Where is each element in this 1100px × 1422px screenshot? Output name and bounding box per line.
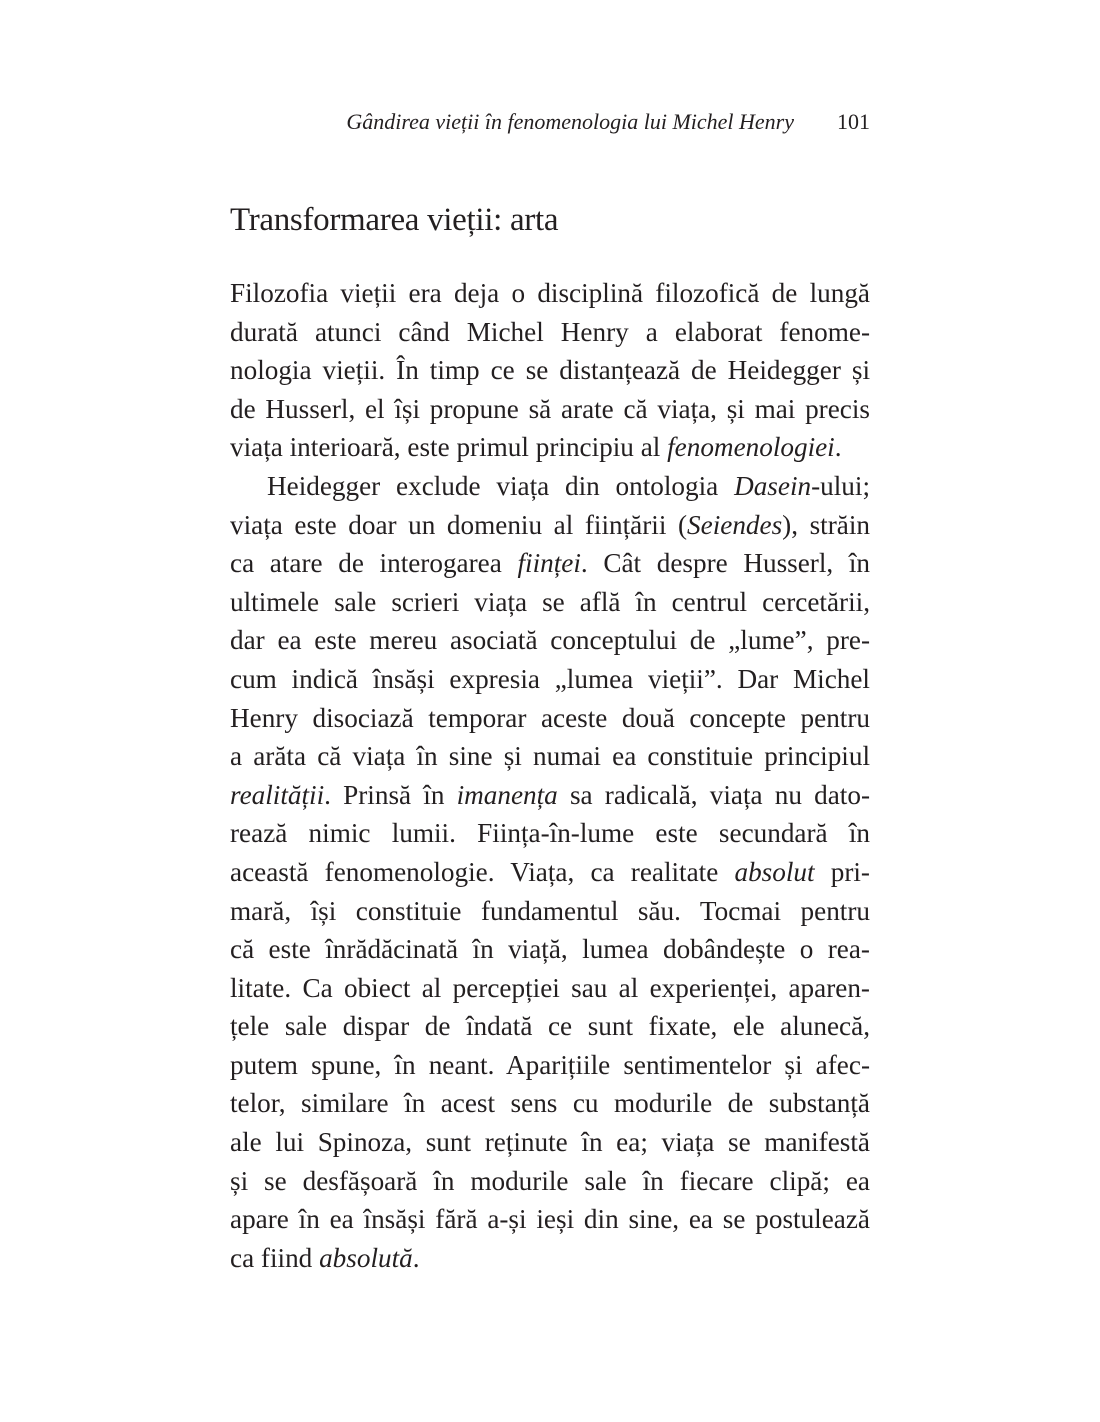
page-number: 101 <box>837 109 870 134</box>
text-segment: nologia vieții. În timp ce se distanțează de Heidegger și <box>230 355 870 386</box>
italic-term: imanența <box>456 779 558 810</box>
text-line <box>230 1084 870 1123</box>
italic-term: Seiendes <box>687 509 783 540</box>
text-line <box>230 1007 870 1046</box>
text-segment: dar ea este mereu asociată conceptului de „lume”, pre- <box>230 625 870 656</box>
text-segment: . <box>412 1242 420 1273</box>
running-head-title: Gândirea vieții în fenomenologia lui Michel Henry <box>346 109 794 134</box>
italic-term: realității <box>230 779 325 810</box>
text-line <box>230 853 870 892</box>
text-segment: Heidegger exclude viața din ontologia <box>267 470 735 501</box>
text-line <box>230 930 870 969</box>
text-line <box>230 390 870 429</box>
text-line <box>230 621 870 660</box>
text-segment: cum indică însăși expresia „lumea vieții”. Dar Michel <box>230 663 870 694</box>
text-segment: ultimele sale scrieri viața se află în centrul cercetării, <box>230 586 870 617</box>
text-segment: ca fiind <box>230 1242 320 1273</box>
text-segment: pri- <box>814 856 870 887</box>
text-segment: litate. Ca obiect al percepției sau al experienței, aparen- <box>230 972 870 1003</box>
text-line <box>230 583 870 622</box>
text-segment: apare în ea însăși fără a-și ieși din sine, ea se postulează <box>230 1204 870 1235</box>
paragraph <box>230 467 870 1277</box>
text-segment: țele sale dispar de îndată ce sunt fixate, ele alunecă, <box>230 1011 870 1042</box>
text-line <box>230 1046 870 1085</box>
text-segment: telor, similare în acest sens cu modurile de substanță <box>230 1088 870 1119</box>
text-segment: de Husserl, el își propune să arate că viața, și mai precis <box>230 393 870 424</box>
text-line <box>230 428 870 467</box>
text-line <box>230 1162 870 1201</box>
text-segment: ca atare de interogarea <box>230 548 518 579</box>
text-line <box>230 776 870 815</box>
running-head <box>230 106 870 138</box>
text-segment: rează nimic lumii. Ființa-în-lume este secundară în <box>230 818 870 849</box>
text-line <box>230 1200 870 1239</box>
text-segment: viața interioară, este primul principiu al <box>230 432 668 463</box>
text-segment: . <box>834 432 842 463</box>
body-text <box>230 274 870 1277</box>
text-segment: -ului; <box>811 470 870 501</box>
section-title: Transformarea vieții: arta <box>230 202 559 238</box>
italic-term: absolută <box>319 1242 413 1273</box>
text-line <box>230 892 870 931</box>
text-segment: Filozofia vieții era deja o disciplină filozofică de lungă <box>230 278 870 308</box>
text-line <box>230 351 870 390</box>
text-line <box>230 969 870 1008</box>
text-segment: sa radicală, viața nu dato- <box>557 779 870 810</box>
text-line <box>230 737 870 776</box>
italic-term: absolut <box>734 856 815 887</box>
paragraph <box>230 274 870 467</box>
text-segment: această fenomenologie. Viața, ca realitate <box>230 856 735 887</box>
italic-term: ființei <box>517 548 581 579</box>
text-line <box>230 274 870 313</box>
text-segment: a arăta că viața în sine și numai ea constituie principiul <box>230 741 870 772</box>
text-line <box>230 313 870 352</box>
text-segment: și se desfășoară în modurile sale în fiecare clipă; ea <box>230 1165 870 1196</box>
text-line <box>230 544 870 583</box>
text-line <box>230 1123 870 1162</box>
text-line <box>230 467 870 506</box>
text-segment: durată atunci când Michel Henry a elaborat fenome- <box>230 316 870 347</box>
text-segment: putem spune, în neant. Aparițiile sentimentelor și afec- <box>230 1049 870 1080</box>
paragraph-container <box>230 274 870 1277</box>
text-segment: că este înrădăcinată în viață, lumea dobândește o rea- <box>230 934 870 965</box>
text-line <box>230 814 870 853</box>
text-segment: mară, își constituie fundamentul său. Tocmai pentru <box>230 895 870 926</box>
text-segment: ale lui Spinoza, sunt reținute în ea; viața se manifestă <box>230 1127 870 1158</box>
italic-term: fenomenologiei <box>667 432 835 463</box>
text-segment: ), străin <box>782 509 870 540</box>
text-line <box>230 506 870 545</box>
italic-term: Dasein <box>734 470 812 501</box>
text-segment: . Prinsă în <box>324 779 457 810</box>
text-line <box>230 699 870 738</box>
text-segment: . Cât despre Husserl, în <box>580 548 871 579</box>
text-segment: Henry disociază temporar aceste două concepte pentru <box>230 702 870 733</box>
text-line <box>230 660 870 699</box>
text-segment: viața este doar un domeniu al ființării ( <box>230 509 688 540</box>
text-line <box>230 1239 870 1278</box>
